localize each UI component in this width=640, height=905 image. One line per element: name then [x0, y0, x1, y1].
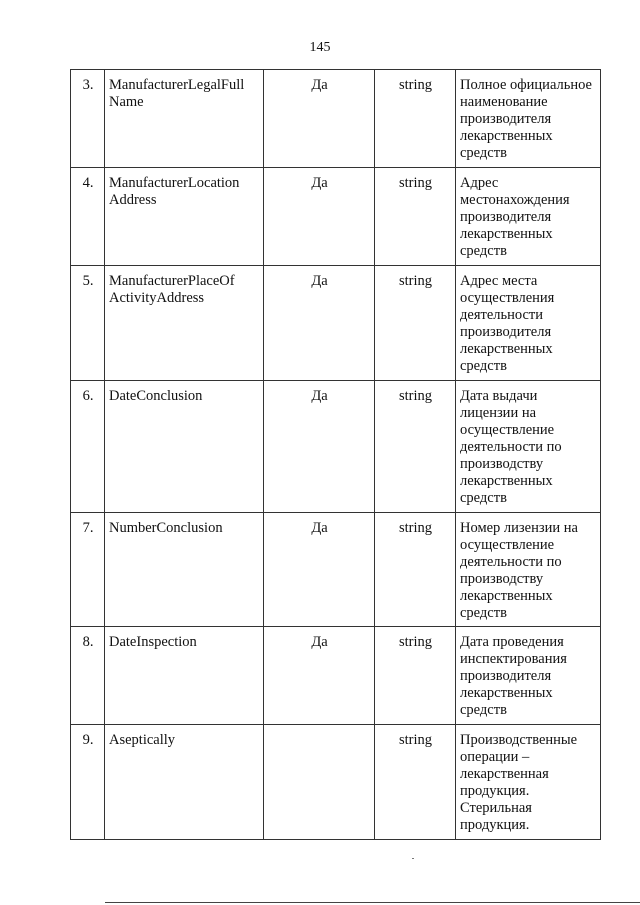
field-type: string — [375, 266, 456, 381]
field-description: Адрес местонахождения производителя лекарственных средств — [456, 168, 601, 266]
row-number: 7. — [71, 513, 105, 627]
row-number: 6. — [71, 381, 105, 513]
field-type: string — [375, 381, 456, 513]
field-required: Да — [264, 381, 375, 513]
field-name: NumberConclusion — [105, 513, 264, 627]
field-required: Да — [264, 513, 375, 627]
field-description: Дата проведения инспектирования производителя лекарственных средств — [456, 627, 601, 725]
table-row — [71, 513, 601, 627]
table-row — [71, 381, 601, 513]
row-number: 3. — [71, 70, 105, 168]
row-number: 5. — [71, 266, 105, 381]
page-number: 145 — [309, 40, 331, 55]
field-type: string — [375, 513, 456, 627]
scan-speck — [412, 858, 414, 859]
field-required — [264, 725, 375, 840]
field-description: Адрес места осуществления деятельности производителя лекарственных средств — [456, 266, 601, 381]
field-name: ManufacturerLegalFull Name — [105, 70, 264, 168]
field-type: string — [375, 168, 456, 266]
field-name: DateConclusion — [105, 381, 264, 513]
table-row — [71, 168, 601, 266]
field-name: ManufacturerLocation Address — [105, 168, 264, 266]
field-description: Полное официальное наименование производителя лекарственных средств — [456, 70, 601, 168]
field-required: Да — [264, 266, 375, 381]
page-bottom-edge — [105, 902, 640, 903]
row-number: 9. — [71, 725, 105, 840]
field-description: Производственные операции – лекарственная продукция. Стерильная продукция. — [456, 725, 601, 840]
field-required: Да — [264, 168, 375, 266]
field-name: Aseptically — [105, 725, 264, 840]
table-row — [71, 266, 601, 381]
table-row — [71, 627, 601, 725]
field-name: ManufacturerPlaceOf ActivityAddress — [105, 266, 264, 381]
field-name: DateInspection — [105, 627, 264, 725]
field-required: Да — [264, 627, 375, 725]
table-row — [71, 70, 601, 168]
field-type: string — [375, 70, 456, 168]
row-number: 8. — [71, 627, 105, 725]
field-required: Да — [264, 70, 375, 168]
field-spec-table — [70, 69, 601, 840]
field-type: string — [375, 627, 456, 725]
row-number: 4. — [71, 168, 105, 266]
field-type: string — [375, 725, 456, 840]
table-row — [71, 725, 601, 840]
field-description: Дата выдачи лицензии на осуществление деятельности по производству лекарственных средств — [456, 381, 601, 513]
field-description: Номер лизензии на осуществление деятельности по производству лекарственных средств — [456, 513, 601, 627]
